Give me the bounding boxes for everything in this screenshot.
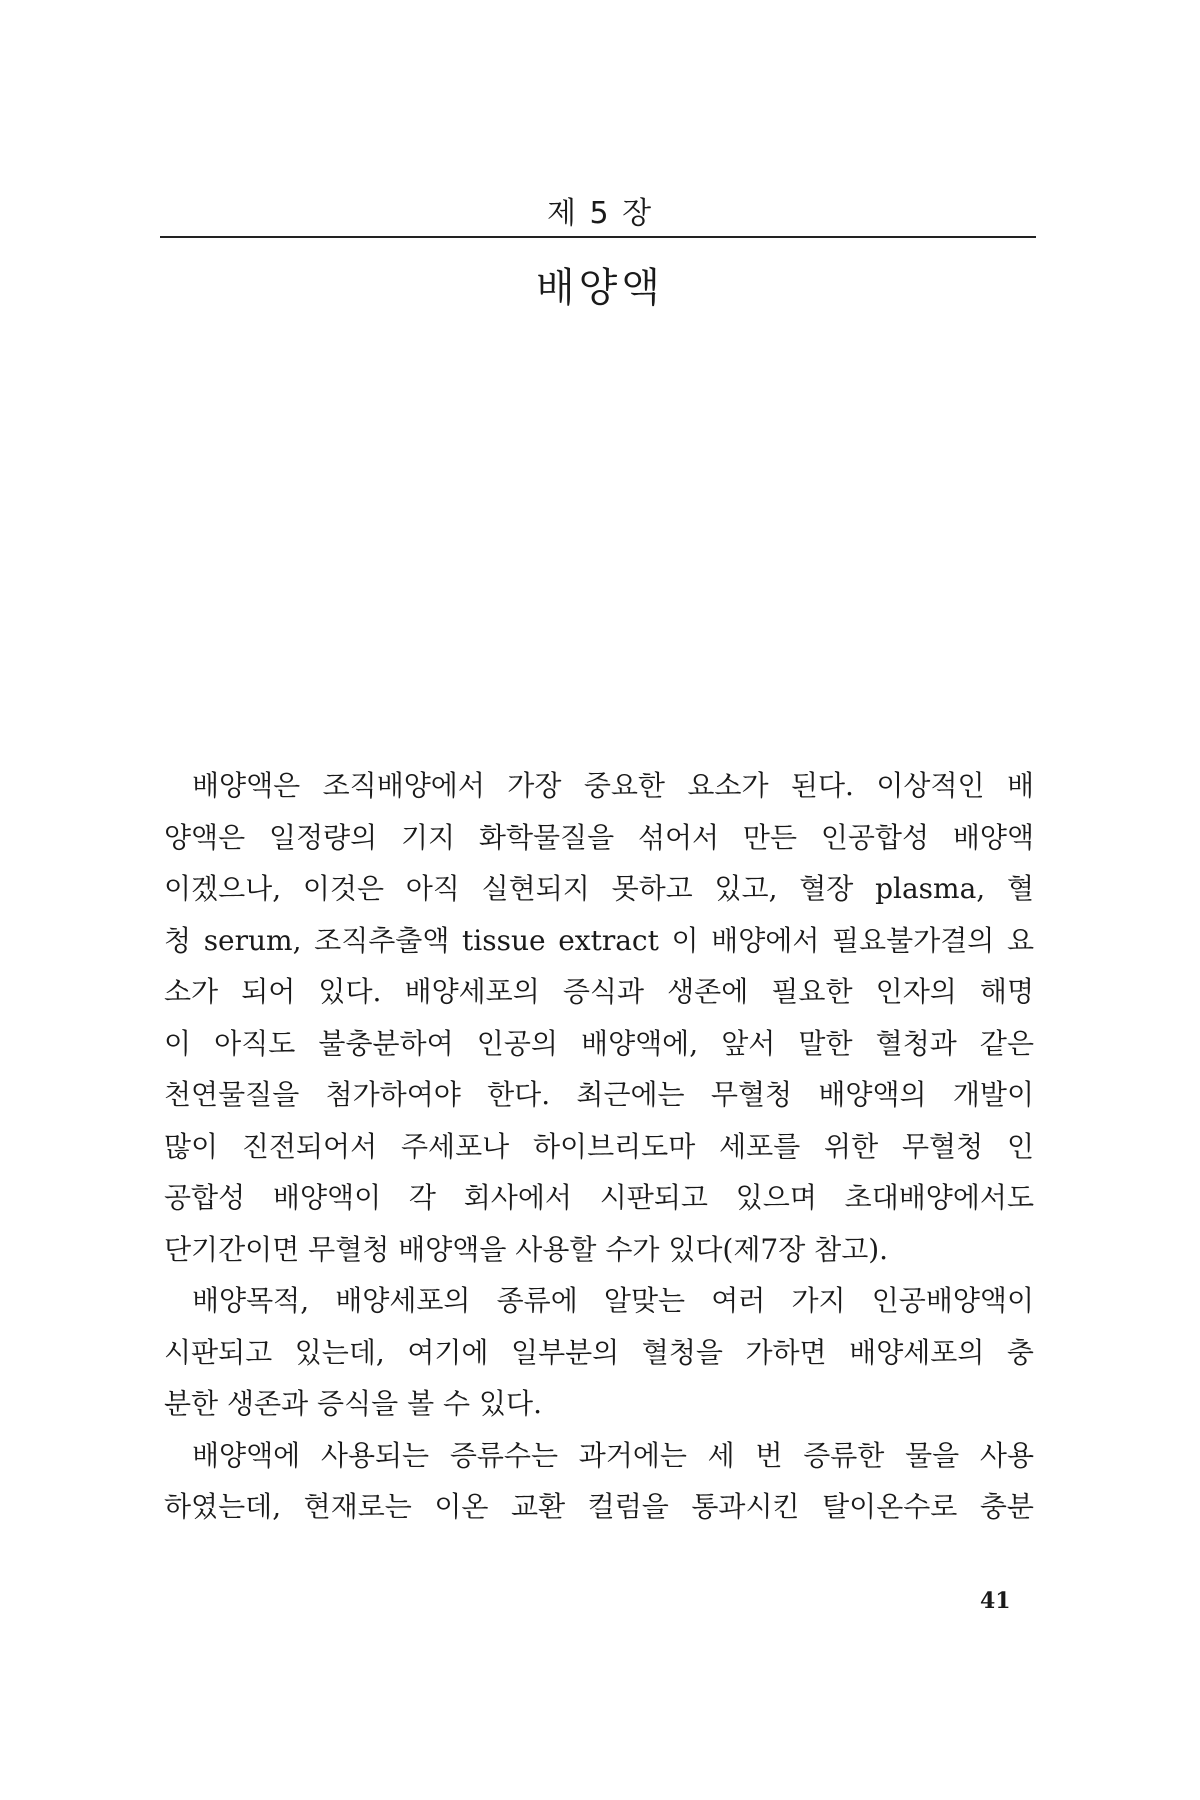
text-line: 소가 되어 있다. 배양세포의 증식과 생존에 필요한 인자의 해명 — [164, 975, 1034, 1008]
chapter-label: 제 5 장 — [546, 196, 654, 231]
page-number: 41 — [980, 1588, 1011, 1614]
text-line: 이 아직도 불충분하여 인공의 배양액에, 앞서 말한 혈청과 같은 — [164, 1026, 1034, 1060]
text-line: 시판되고 있는데, 여기에 일부분의 혈청을 가하면 배양세포의 충 — [164, 1335, 1034, 1369]
body-text — [164, 760, 1034, 1533]
text-line: 양액은 일정량의 기지 화학물질을 섞어서 만든 인공합성 배양액 — [164, 820, 1034, 854]
text-line: 배양액에 사용되는 증류수는 과거에는 세 번 증류한 물을 사용 — [192, 1438, 1034, 1472]
text-line: 많이 진전되어서 주세포나 하이브리도마 세포를 위한 무혈청 인 — [164, 1129, 1034, 1163]
text-line: 배양목적, 배양세포의 종류에 알맞는 여러 가지 인공배양액이 — [192, 1284, 1034, 1317]
text-line: 공합성 배양액이 각 회사에서 시판되고 있으며 초대배양에서도 — [164, 1181, 1034, 1214]
text-line: 단기간이면 무혈청 배양액을 사용할 수가 있다(제7장 참고). — [164, 1232, 889, 1266]
text-line: 이겠으나, 이것은 아직 실현되지 못하고 있고, 혈장 plasma, 혈 — [164, 872, 1034, 905]
text-line: 분한 생존과 증식을 볼 수 있다. — [164, 1387, 542, 1420]
chapter-rule — [160, 236, 1036, 238]
text-line: 배양액은 조직배양에서 가장 중요한 요소가 된다. 이상적인 배 — [192, 769, 1034, 802]
text-line: 천연물질을 첨가하여야 한다. 최근에는 무혈청 배양액의 개발이 — [164, 1078, 1034, 1111]
chapter-title: 배양액 — [536, 265, 664, 311]
text-line: 청 serum, 조직추출액 tissue extract 이 배양에서 필요불가결의 요 — [164, 923, 1034, 957]
text-line: 하였는데, 현재로는 이온 교환 컬럼을 통과시킨 탈이온수로 충분 — [164, 1490, 1034, 1523]
